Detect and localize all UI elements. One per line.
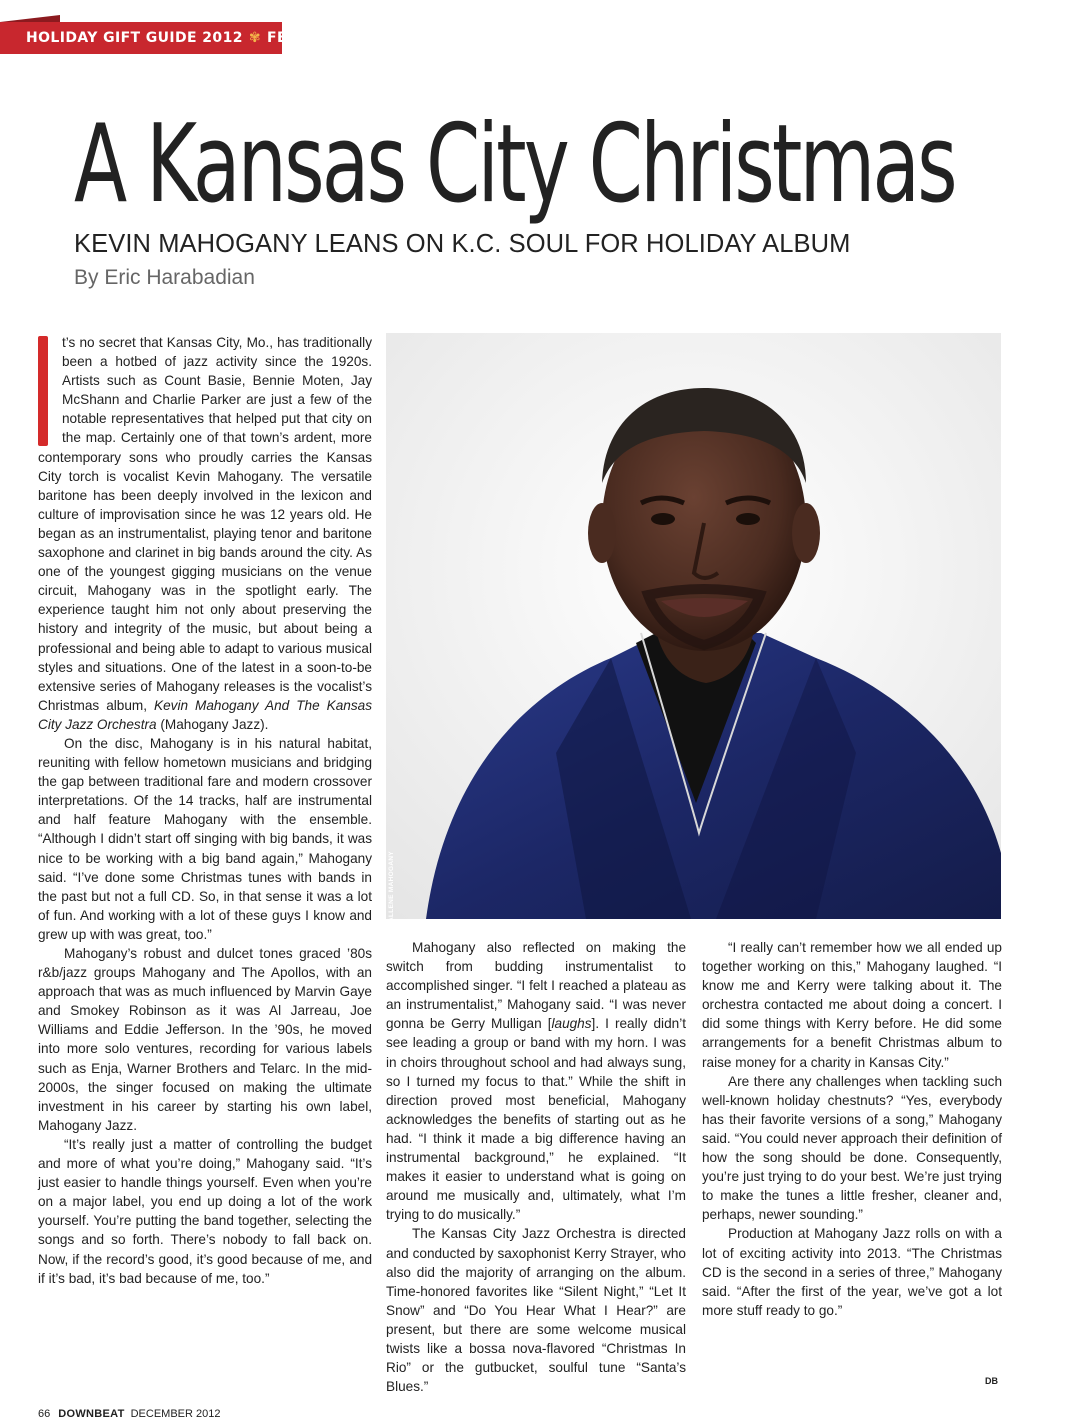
article-paragraph: Are there any challenges when tackling such well-known holiday chestnuts? “Yes, everybody has their favorite versions of a song,” Mahogany said. “You could never approach their definition of how the song should be done. Consequently, you’re just trying to do your best. We’re just trying to make the tunes a little fresher, cleaner and, perhaps, newer sounding.”: [702, 1073, 1002, 1223]
article-paragraph: On the disc, Mahogany is in his natural habitat, reuniting with fellow hometown musicians and bridging the gap between traditional fare and modern crossover interpretations. Of the 14 tracks, half are instrumental and half feature Mahogany with the ensemble. “Although I didn’t start off singing with big bands, it was nice to be working with a big band again,” Mahogany said. “I’ve done some Christmas tunes with bands in the past but not a full CD. So, in that sense it was a lot of fun. And working with a lot of these guys I know and grew up with was great, too.”: [38, 735, 372, 942]
article-subhead: KEVIN MAHOGANY LEANS ON K.C. SOUL FOR HOLIDAY ALBUM: [74, 230, 851, 258]
section-banner: [0, 22, 340, 54]
article-paragraph: “I really can’t remember how we all ended up together working on this,” Mahogany laughed. “I know me and Kerry were talking about it. The orchestra contacted me about doing a concert. I did some things with Kerry before. He did some arrangements for a benefit Christmas album to raise money for a charity in Kansas City.”: [702, 940, 1002, 1070]
article-paragraph: Production at Mahogany Jazz rolls on with a lot of exciting activity into 2013. “The Christmas CD is the second in a series of three,” Mahogany said. “After the first of the year, we’ve got a lot more stuff ready to go.”: [702, 1226, 1002, 1318]
article-paragraph: The Kansas City Jazz Orchestra is directed and conducted by saxophonist Kerry Strayer, who also did the majority of arranging on the album. Time-honored favorites like “Silent Night,” “Let It Snow” and “Do You Hear What I Hear?” are present, but there are some welcome musical twists like a bossa nova-flavored “Christmas In Rio” or the gutbucket, soulful tune “Santa’s Blues.”: [386, 1226, 686, 1395]
photo-credit: ALLENE MAHOGANY: [388, 851, 395, 922]
portrait-photo: [386, 333, 1001, 919]
banner-text: [26, 22, 340, 54]
magazine-name: DOWNBEAT: [58, 1408, 125, 1420]
article-paragraph: “It’s really just a matter of controlling the budget and more of what you’re doing,” Mahogany said. “It’s just easier to handle things yourself. Even when you’re on a major label, you end up doing a lot of the work yourself. You’re putting the band together, selecting the songs and so forth. There’s nobody to fall back on. Now, if the record’s good, it’s good because of me, and if it’s bad, it’s bad because of me, too.”: [38, 1136, 372, 1286]
article-column-3: [702, 938, 1002, 1320]
portrait-illustration: [386, 333, 1001, 919]
article-column-2: [386, 938, 686, 1396]
album-title: Kevin Mahogany And The Kansas City Jazz Orchestra: [38, 697, 372, 732]
drop-cap: [38, 336, 48, 446]
article-headline: A Kansas City Christmas: [74, 102, 955, 227]
article-column-1: [38, 333, 372, 1288]
banner-section-label: HOLIDAY GIFT GUIDE 2012: [26, 30, 243, 46]
banner-feature-label: FEATURE: [267, 30, 340, 46]
article-byline: By Eric Harabadian: [74, 266, 255, 289]
laughs-aside: laughs: [551, 1016, 592, 1032]
article-paragraph: Mahogany’s robust and dulcet tones graced ’80s r&b/jazz groups Mahogany and The Apollos, with an approach that was as much influenced by Marvin Gaye and Smokey Robinson as it was Al Jarreau, Joe Williams and Eddie Jefferson. In the ’90s, he moved into more solo ventures, recording for various labels such as Enja, Warner Brothers and Telarc. In the mid-2000s, the singer focused on making the ultimate investment in his career by starting his own label, Mahogany Jazz.: [38, 946, 372, 1133]
article-end-mark: DB: [985, 1376, 998, 1386]
article-paragraph: Mahogany also reflected on making the switch from budding instrumentalist to accomplished singer. “I felt I reached a plateau as an instrumentalist,” Mahogany said. “I was never gonna be Gerry Mulligan [laughs]. I really didn’t see leading a group or band with my horn. I was in choirs throughout school and had always sung, so I turned my focus to that.” While the shift in direction proved most beneficial, Mahogany acknowledges the benefits of starting out as he had. “I think it made a big difference having an instrumental background,” he explained. “It makes it easier to understand what is going on around me musically and, ultimately, what I’m trying to do musically.”: [386, 940, 686, 1223]
page-number: 66: [38, 1408, 51, 1420]
article-paragraph: t’s no secret that Kansas City, Mo., has traditionally been a hotbed of jazz activity since the 1920s. Artists such as Count Basie, Bennie Moten, Jay McShann and Charlie Parker are just a few of the notable representatives that helped put that city on the map. Certainly one of that town’s ardent, more contemporary sons who proudly carries the Kansas City torch is vocalist Kevin Mahogany. The versatile baritone has been deeply involved in the lexicon and culture of improvisation since he was 12 years old. He began as an instrumentalist, playing tenor and baritone saxophone and clarinet in big bands around the city. As one of the youngest gigging musicians on the venue circuit, Mahogany was in the spotlight early. The experience taught him not only about preserving the history and integrity of the music, but about being a professional and being able to adapt to various musical styles and situations. One of the latest in a soon-to-be extensive series of Mahogany releases is the vocalist’s Christmas album, Kevin Mahogany And The Kansas City Jazz Orchestra (Mahogany Jazz).: [38, 335, 372, 732]
issue-date: DECEMBER 2012: [130, 1408, 221, 1420]
ornament-icon: ✾: [248, 30, 261, 46]
page-footer: [38, 1408, 220, 1420]
